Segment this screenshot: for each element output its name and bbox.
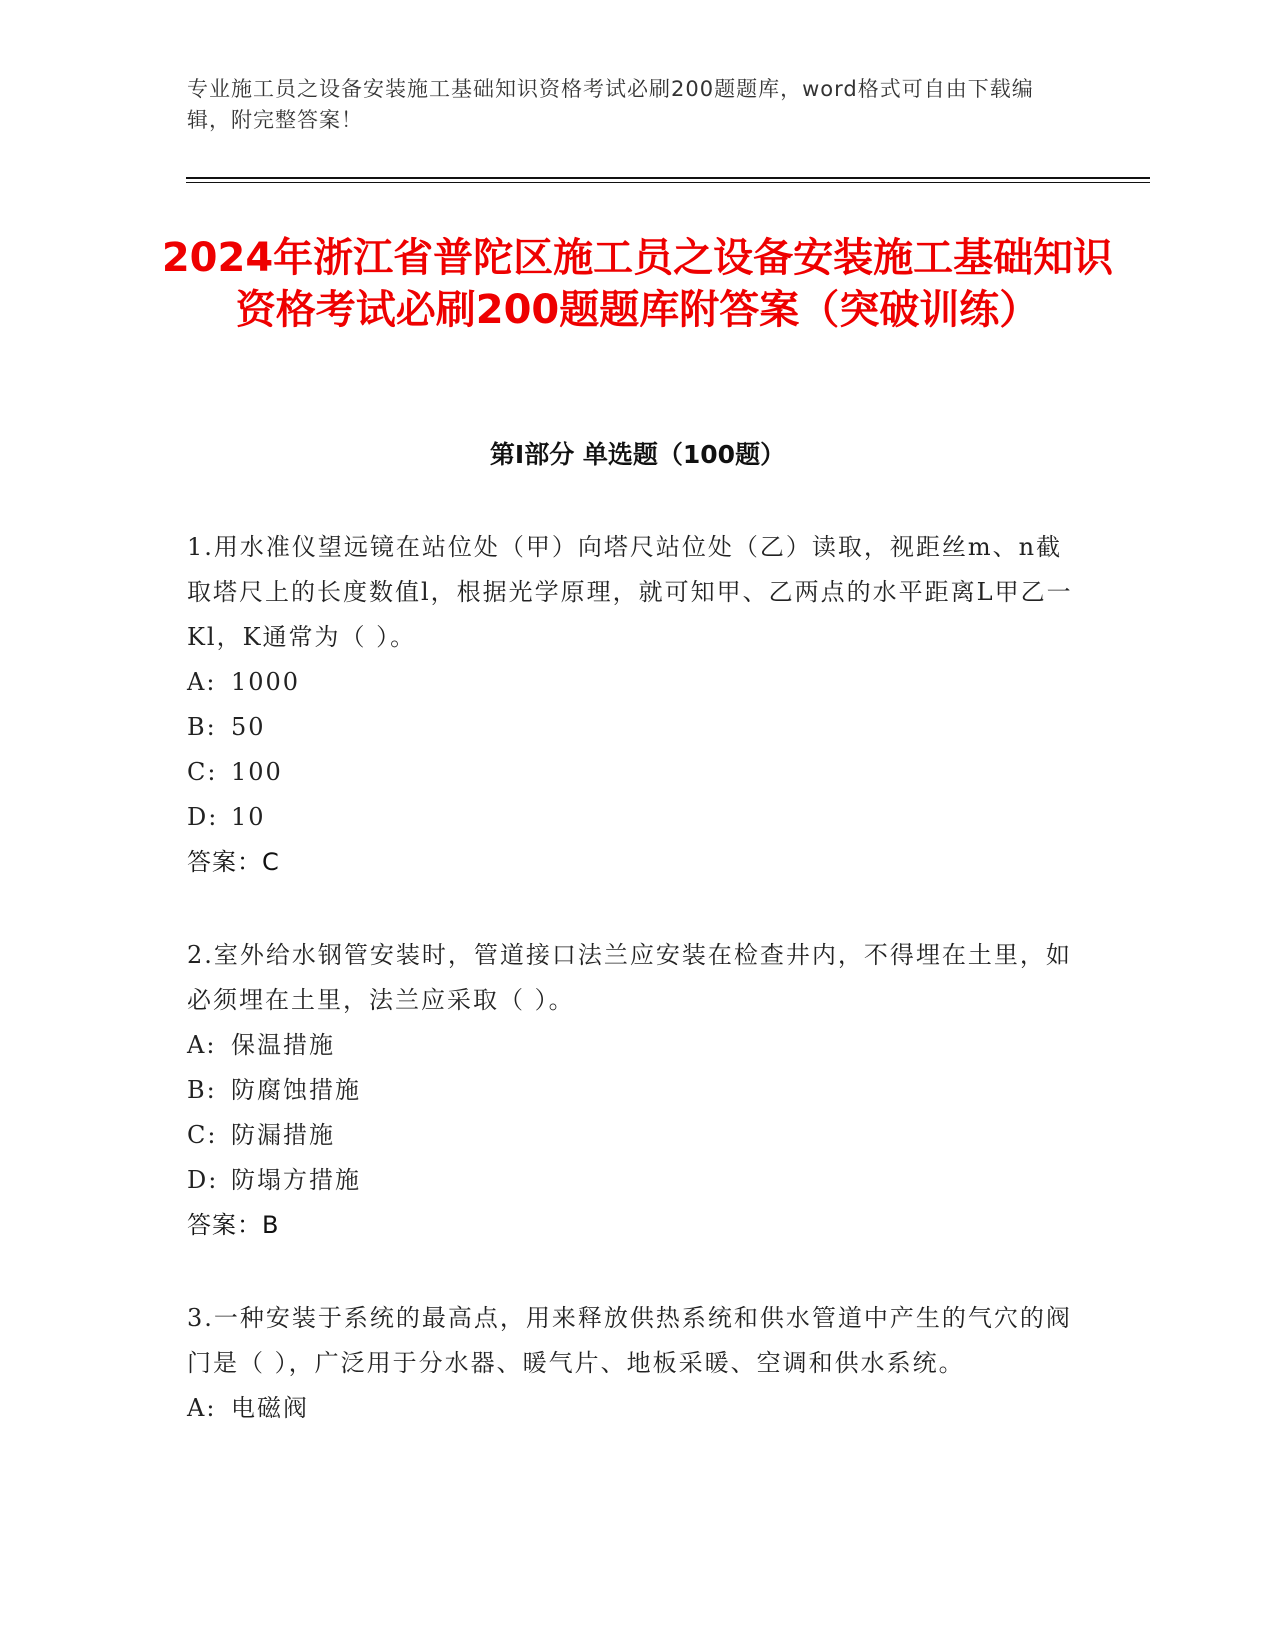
question-1 [187,525,1077,885]
option-d [187,795,1077,840]
header-rule-thick [186,177,1150,179]
option-key: A: [187,1031,217,1059]
option-value: 保温措施 [231,1031,335,1059]
question-text: 1.用水准仪望远镜在站位处（甲）向塔尺站位处（乙）读取，视距丝m、n截取塔尺上的长度数值l，根据光学原理，就可知甲、乙两点的水平距离L甲乙一Kl，K通常为（ ）。 [187,533,1073,651]
question-list [187,525,1077,1479]
header-rule-thin [186,182,1150,183]
option-b [187,1068,1077,1113]
option-key: C: [187,758,218,786]
option-value: 防塌方措施 [231,1166,361,1194]
option-value: 10 [231,803,266,831]
question-text: 2.室外给水钢管安装时，管道接口法兰应安装在检查井内，不得埋在土里，如必须埋在土里，法兰应采取（ ）。 [187,941,1072,1014]
option-b [187,705,1077,750]
option-key: A: [187,1394,217,1422]
option-key: D: [187,1166,219,1194]
question-text: 3.一种安装于系统的最高点，用来释放供热系统和供水管道中产生的气穴的阀门是（ ），广泛用于分水器、暖气片、地板采暖、空调和供水系统。 [187,1304,1072,1377]
option-c [187,1113,1077,1158]
option-key: B: [187,1076,217,1104]
option-d [187,1158,1077,1203]
option-a [187,660,1077,705]
option-a [187,1386,1077,1431]
option-key: A: [187,668,217,696]
option-key: C: [187,1121,218,1149]
option-value: 1000 [231,668,301,696]
answer-line: 答案：C [187,848,280,876]
option-a [187,1023,1077,1068]
option-key: D: [187,803,219,831]
answer-line: 答案：B [187,1211,280,1239]
question-3 [187,1296,1077,1431]
option-c [187,750,1077,795]
question-2 [187,933,1077,1248]
option-value: 防漏措施 [231,1121,335,1149]
option-value: 100 [231,758,283,786]
option-value: 电磁阀 [231,1394,309,1422]
document-title: 2024年浙江省普陀区施工员之设备安装施工基础知识资格考试必刷200题题库附答案（突破训练） [161,235,1114,333]
section-heading: 第Ⅰ部分 单选题（100题） [489,440,786,469]
option-key: B: [187,713,217,741]
header-note: 专业施工员之设备安装施工基础知识资格考试必刷200题题库，word格式可自由下载编辑，附完整答案！ [187,77,1034,132]
option-value: 防腐蚀措施 [231,1076,361,1104]
option-value: 50 [231,713,266,741]
